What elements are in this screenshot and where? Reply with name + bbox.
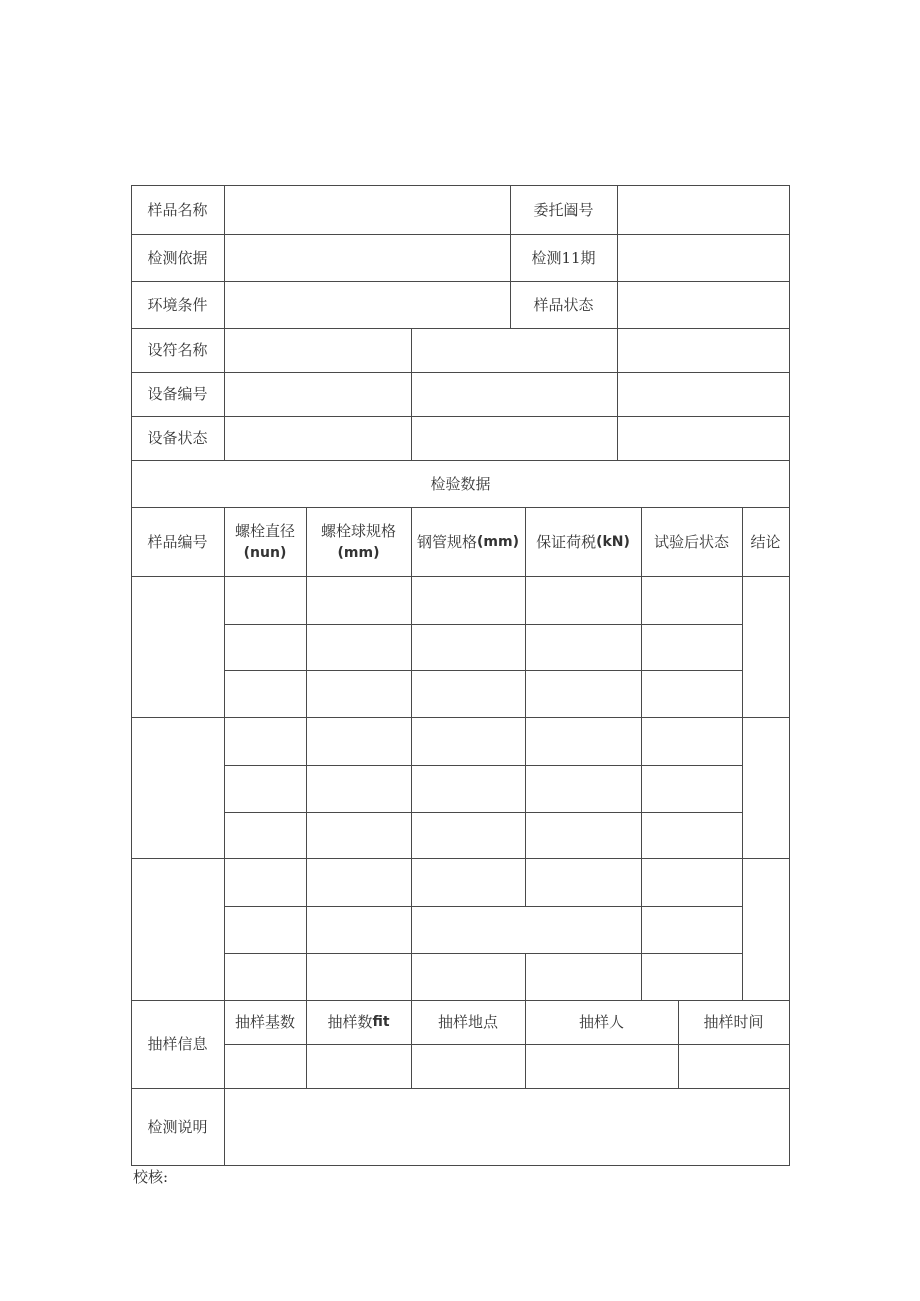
header-bolt-diameter-unit: (nun): [243, 544, 287, 561]
label-sampling-time: 抽样时间: [703, 1013, 764, 1031]
header-conclusion: 结论: [750, 532, 781, 551]
label-equipment-status: 设备状态: [147, 429, 208, 447]
label-test-date: 检测11期: [531, 248, 596, 267]
row-line: [131, 1088, 790, 1089]
col-line: [224, 507, 225, 1165]
footer-check-label: 校核:: [133, 1168, 169, 1186]
label-equipment-no: 设备编号: [147, 385, 208, 403]
row-line: [131, 234, 790, 235]
header-bolt-diameter: [224, 507, 306, 576]
header-sample-no: 样品编号: [147, 532, 208, 551]
table-right-border: [789, 185, 790, 1165]
header-proof-load-text: 保证荷税: [536, 532, 597, 551]
row-line: [131, 328, 790, 329]
row-line: [224, 953, 742, 954]
label-sampling-qty: [306, 1000, 411, 1044]
header-bolt-diameter-text: 螺栓直径: [234, 521, 295, 540]
col-line: [641, 507, 642, 1000]
header-post-test-status: 试验后状态: [653, 532, 729, 551]
row-line: [131, 858, 790, 859]
col-line: [742, 507, 743, 1000]
row-line: [131, 717, 790, 718]
row-line: [224, 1044, 790, 1045]
row-line: [224, 812, 742, 813]
label-environment: 环境条件: [147, 295, 208, 314]
row-line: [224, 765, 742, 766]
label-equipment-name: 设符名称: [147, 341, 208, 359]
header-ball-spec: [306, 507, 411, 576]
row-line: [224, 670, 742, 671]
label-sampling-qty-text: 抽样数: [327, 1013, 373, 1031]
header-proof-load: [525, 507, 641, 576]
section-title-inspection-data: 检验数据: [430, 474, 491, 493]
col-line: [617, 328, 618, 460]
col-line: [306, 507, 307, 1000]
label-test-basis: 检测依据: [147, 248, 208, 267]
label-sample-name: 样品名称: [147, 200, 208, 219]
header-ball-spec-unit: (mm): [337, 544, 380, 561]
row-line: [131, 416, 790, 417]
col-line: [411, 507, 412, 1000]
label-sampling-base: 抽样基数: [234, 1013, 295, 1031]
header-pipe-spec-unit: (mm): [477, 533, 519, 550]
col-line: [525, 953, 526, 1000]
row-line: [131, 576, 790, 577]
col-line: [224, 185, 225, 460]
row-line: [224, 906, 742, 907]
col-line: [411, 328, 412, 460]
row-line: [131, 281, 790, 282]
label-commission-no: 委托阖号: [533, 200, 594, 219]
table-top-border: [131, 185, 790, 186]
label-sample-status: 样品状态: [533, 295, 594, 314]
header-pipe-spec-text: 钢管规格: [417, 532, 478, 551]
header-proof-load-unit: (kN): [596, 533, 630, 550]
row-line: [131, 372, 790, 373]
label-test-notes: 检测说明: [147, 1117, 208, 1136]
header-ball-spec-text: 螺栓球规格: [320, 521, 396, 540]
table-bottom-border: [131, 1165, 790, 1166]
label-sampling-person: 抽样人: [578, 1013, 624, 1031]
label-sampling-place: 抽样地点: [437, 1013, 498, 1031]
label-sampling-info: 抽样信息: [147, 1035, 208, 1053]
col-line: [617, 185, 618, 328]
row-line: [224, 624, 742, 625]
header-pipe-spec: [411, 507, 525, 576]
label-sampling-qty-suffix: fit: [372, 1014, 390, 1030]
